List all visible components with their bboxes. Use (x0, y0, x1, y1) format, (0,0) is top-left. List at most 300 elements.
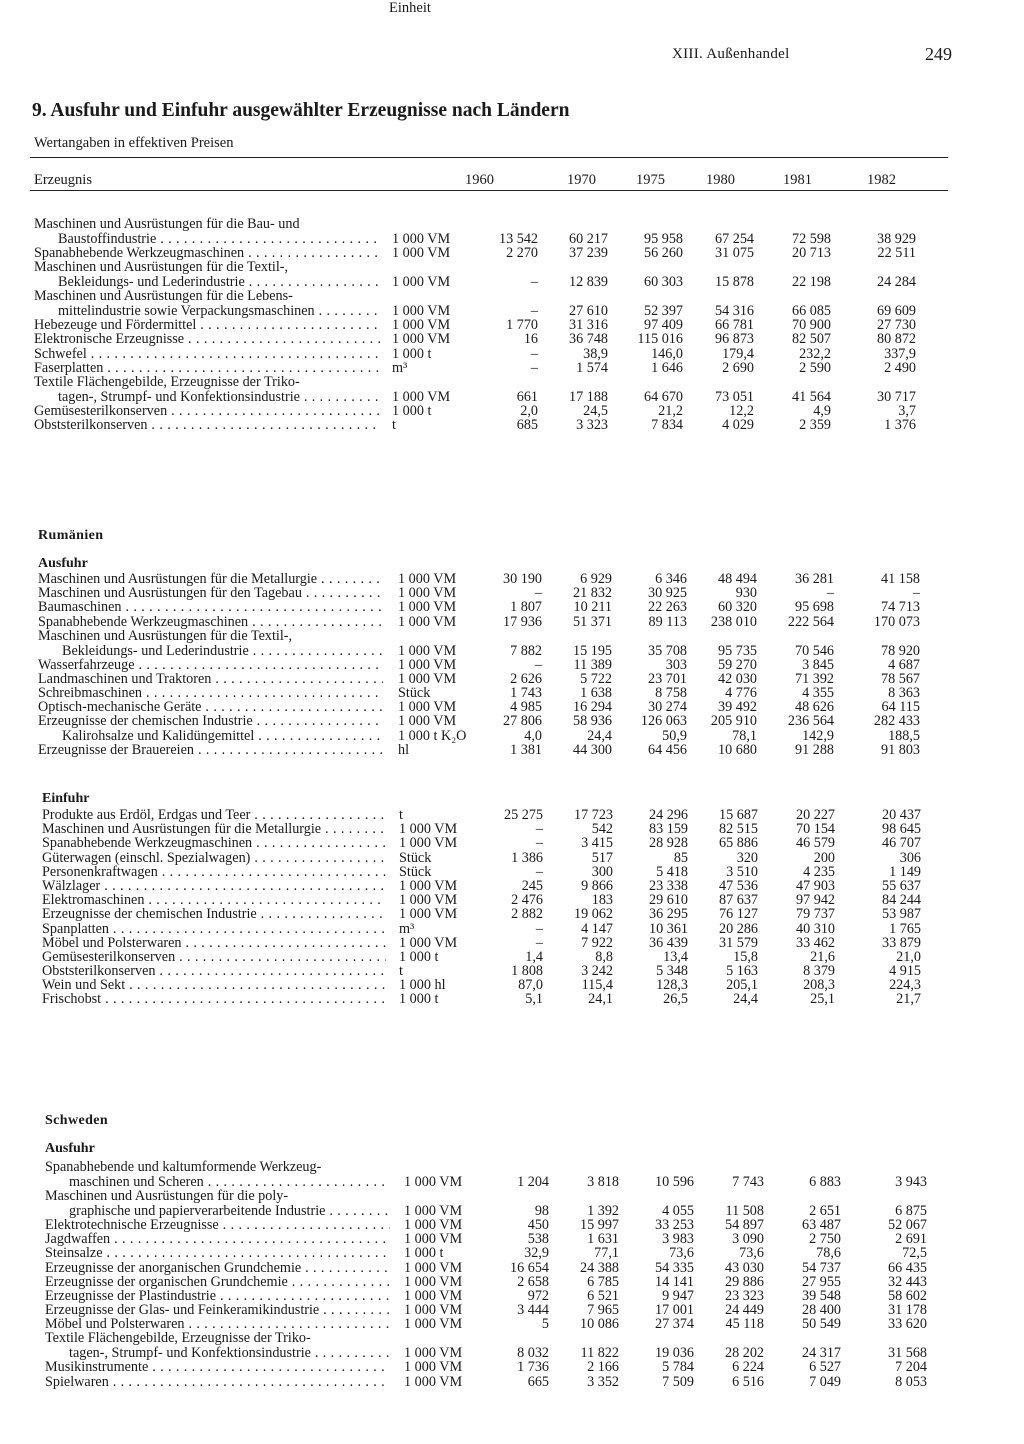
row-label: Elektromaschinen . . . (42, 893, 386, 907)
cell-value: 11 389 (573, 656, 612, 673)
table-row (45, 1331, 933, 1346)
row-label: Maschinen und Ausrüstungen für die Metallurgie . . . (38, 572, 383, 586)
table-row (42, 922, 927, 936)
row-label: Steinsalze . . . (45, 1246, 390, 1260)
cell-value: 72,5 (902, 1245, 927, 1262)
cell-value: 142,9 (802, 727, 834, 744)
cell-value: 91 803 (880, 741, 920, 758)
cell-value: – (535, 863, 543, 880)
cell-value: 46 707 (881, 835, 921, 852)
cell-value: 5 (541, 1316, 549, 1333)
cell-value: 208,3 (803, 977, 835, 994)
cell-value: 33 462 (795, 934, 835, 951)
column-header-year: 1980 (706, 172, 735, 188)
row-unit: 1 000 t (399, 948, 439, 965)
cell-value: 17 723 (573, 807, 613, 823)
table-row (34, 232, 922, 246)
row-unit: 1 000 VM (398, 585, 457, 602)
cell-value: 16 654 (509, 1259, 549, 1276)
section-title: Rumänien (38, 528, 104, 543)
row-unit: 1 000 VM (404, 1345, 463, 1362)
cell-value: 6 785 (587, 1273, 619, 1290)
table-block (45, 1160, 933, 1389)
cell-value: 9 947 (662, 1287, 694, 1304)
row-label: Erzeugnisse der organischen Grundchemie . . . (45, 1275, 390, 1289)
cell-value: 4 055 (662, 1202, 694, 1219)
cell-value: 28 928 (648, 835, 688, 852)
cell-value: 98 645 (881, 821, 921, 838)
table-row (42, 992, 927, 1006)
table-row (45, 1160, 933, 1175)
cell-value: – (535, 920, 543, 937)
cell-value: 6 521 (587, 1287, 619, 1304)
table-row (42, 865, 927, 879)
cell-value: 6 516 (732, 1373, 764, 1390)
cell-value: 15,8 (733, 948, 758, 965)
row-unit: 1 000 VM (392, 331, 451, 348)
cell-value: 3 090 (732, 1231, 764, 1248)
cell-value: 23 701 (647, 670, 687, 687)
row-label: maschinen und Scheren . . . (69, 1175, 390, 1189)
row-unit: 1 000 t (399, 991, 439, 1008)
cell-value: 78,6 (816, 1245, 841, 1262)
cell-value: 48 626 (794, 699, 834, 716)
cell-value: 89 113 (648, 613, 687, 630)
cell-value: 15 687 (718, 807, 758, 823)
cell-value: 25 275 (503, 807, 543, 823)
table-row (34, 260, 922, 275)
table-header-rule (30, 190, 948, 191)
cell-value: 87,0 (518, 977, 543, 994)
cell-value: 1 765 (889, 920, 921, 937)
cell-value: 41 564 (791, 388, 831, 405)
row-label: Erzeugnisse der Glas- und Feinkeramikindustrie . . . (45, 1303, 390, 1317)
cell-value: 2 490 (884, 359, 916, 376)
cell-value: 685 (516, 417, 538, 434)
cell-value: 98 (534, 1202, 549, 1219)
row-label: Textile Flächengebilde, Erzeugnisse der Triko- (34, 374, 300, 390)
cell-value: 5 784 (662, 1359, 694, 1376)
cell-value: 2,0 (520, 402, 538, 419)
table-row (42, 808, 927, 822)
cell-value: 30 925 (647, 585, 687, 602)
cell-value: 200 (813, 849, 835, 866)
cell-value: 22 198 (791, 273, 831, 290)
row-unit: 1 000 t (404, 1245, 444, 1262)
cell-value: 4 355 (802, 685, 834, 702)
cell-value: 661 (516, 388, 538, 405)
running-head: XIII. Außenhandel (672, 46, 790, 62)
cell-value: 35 708 (647, 642, 687, 659)
cell-value: 64 115 (881, 699, 920, 716)
table-row (42, 879, 927, 893)
cell-value: 2 690 (722, 359, 754, 376)
cell-value: 43 030 (724, 1259, 764, 1276)
cell-value: 52 397 (643, 302, 683, 319)
row-label: Bekleidungs- und Lederindustrie . . . (62, 644, 383, 658)
cell-value: 73,6 (739, 1245, 764, 1262)
cell-value: 4,0 (524, 727, 542, 744)
row-unit: 1 000 VM (392, 273, 451, 290)
cell-value: 24 449 (724, 1302, 764, 1319)
cell-value: – (535, 821, 543, 838)
table-row (34, 375, 922, 390)
table-row (38, 586, 926, 600)
row-unit: 1 000 VM (404, 1202, 463, 1219)
row-unit: 1 000 VM (399, 877, 458, 894)
row-unit: 1 000 VM (404, 1216, 463, 1233)
cell-value: 1 376 (884, 417, 916, 434)
cell-value: 29 610 (648, 892, 688, 909)
column-header-product: Erzeugnis (34, 172, 92, 188)
row-label: tagen-, Strumpf- und Konfektionsindustrie . . . (58, 390, 380, 404)
column-header-year: 1975 (636, 172, 665, 188)
row-unit: 1 000 VM (392, 302, 451, 319)
table-row (42, 907, 927, 921)
cell-value: 54 737 (801, 1259, 841, 1276)
row-label: Spielwaren . . . (45, 1375, 390, 1389)
cell-value: 24 296 (648, 807, 688, 823)
table-row (45, 1360, 933, 1374)
cell-value: 50,9 (662, 727, 687, 744)
cell-value: 13,4 (663, 948, 688, 965)
cell-value: 306 (899, 849, 921, 866)
cell-value: 58 936 (572, 713, 612, 730)
cell-value: 27 806 (502, 713, 542, 730)
cell-value: 33 253 (654, 1216, 694, 1233)
cell-value: 282 433 (873, 713, 920, 730)
row-unit: 1 000 VM (398, 642, 457, 659)
cell-value: 19 036 (654, 1345, 694, 1362)
cell-value: 70 900 (791, 317, 831, 334)
cell-value: 1 646 (651, 359, 683, 376)
cell-value: 115 016 (637, 331, 683, 348)
cell-value: 78 567 (880, 670, 920, 687)
cell-value: 28 202 (724, 1345, 764, 1362)
cell-value: 1 770 (506, 317, 538, 334)
cell-value: 7 743 (732, 1173, 764, 1190)
cell-value: 222 564 (787, 613, 834, 630)
cell-value: 20 227 (795, 807, 835, 823)
cell-value: 1 381 (510, 741, 542, 758)
cell-value: 31 568 (887, 1345, 927, 1362)
cell-value: 31 075 (714, 244, 754, 261)
table-row (45, 1375, 933, 1389)
row-unit: m³ (392, 359, 408, 376)
cell-value: 1 808 (511, 963, 543, 980)
cell-value: – (826, 585, 834, 602)
row-unit: 1 000 t K₂O (398, 727, 467, 744)
cell-value: 30 190 (502, 571, 542, 587)
cell-value: 31 579 (718, 934, 758, 951)
cell-value: 2 626 (510, 670, 542, 687)
cell-value: 82 515 (718, 821, 758, 838)
table-top-rule (30, 157, 948, 158)
cell-value: 25,1 (810, 991, 835, 1008)
row-label: Produkte aus Erdöl, Erdgas und Teer . . . (42, 808, 386, 822)
row-unit: 1 000 VM (398, 613, 457, 630)
cell-value: 337,9 (884, 345, 916, 362)
row-label: Wein und Sekt . . . (42, 978, 386, 992)
cell-value: 31 178 (887, 1302, 927, 1319)
row-label: Frischobst . . . (42, 992, 386, 1006)
row-unit: Stück (398, 685, 431, 702)
cell-value: 5 348 (656, 963, 688, 980)
row-label: Wasserfahrzeuge . . . (38, 658, 383, 672)
cell-value: 10 211 (573, 599, 612, 616)
cell-value: 48 494 (717, 571, 757, 587)
cell-value: 53 987 (881, 906, 921, 923)
table-row (38, 743, 926, 757)
cell-value: 6 883 (809, 1173, 841, 1190)
table-row (42, 950, 927, 964)
cell-value: 28 400 (801, 1302, 841, 1319)
cell-value: 7 965 (587, 1302, 619, 1319)
cell-value: – (530, 345, 538, 362)
row-unit: 1 000 VM (399, 934, 458, 951)
cell-value: 45 118 (725, 1316, 764, 1333)
cell-value: 115,4 (581, 977, 613, 994)
cell-value: 4 985 (510, 699, 542, 716)
cell-value: 27 730 (876, 317, 916, 334)
row-label: Baustoffindustrie . . . (58, 232, 380, 246)
cell-value: 179,4 (722, 345, 754, 362)
cell-value: 2 750 (809, 1231, 841, 1248)
row-label: Spanabhebende und kaltumformende Werkzeug- (45, 1160, 322, 1175)
table-row (34, 418, 922, 432)
row-unit: Stück (399, 849, 432, 866)
row-unit: 1 000 VM (398, 699, 457, 716)
cell-value: 4 235 (803, 863, 835, 880)
cell-value: 3 323 (576, 417, 608, 434)
cell-value: 77,1 (594, 1245, 619, 1262)
table-row (45, 1303, 933, 1317)
cell-value: 19 062 (573, 906, 613, 923)
cell-value: 930 (735, 585, 757, 602)
table-row (38, 729, 926, 743)
cell-value: 4 029 (722, 417, 754, 434)
cell-value: 7 922 (581, 934, 613, 951)
row-unit: t (399, 963, 403, 980)
cell-value: 2 658 (517, 1273, 549, 1290)
table-row (38, 615, 926, 629)
cell-value: 10 680 (717, 741, 757, 758)
cell-value: 15 195 (572, 642, 612, 659)
cell-value: 1 392 (587, 1202, 619, 1219)
row-label: Maschinen und Ausrüstungen für die Lebens- (34, 289, 293, 304)
row-label: Maschinen und Ausrüstungen für die Bau- und (34, 217, 300, 232)
cell-value: 2 651 (809, 1202, 841, 1219)
cell-value: 84 244 (881, 892, 921, 909)
cell-value: 64 456 (647, 741, 687, 758)
row-label: Erzeugnisse der anorganischen Grundchemie . . . (45, 1261, 390, 1275)
row-label: Gemüsesterilkonserven . . . (34, 404, 380, 418)
table-row (34, 304, 922, 318)
table-row (45, 1218, 933, 1232)
cell-value: 80 872 (876, 331, 916, 348)
cell-value: – (534, 656, 542, 673)
cell-value: 52 067 (887, 1216, 927, 1233)
row-unit: 1 000 VM (404, 1359, 463, 1376)
cell-value: 6 929 (580, 571, 612, 587)
cell-value: 24,5 (583, 402, 608, 419)
cell-value: 8 379 (803, 963, 835, 980)
cell-value: 24 317 (801, 1345, 841, 1362)
cell-value: 12 839 (568, 273, 608, 290)
cell-value: 11 508 (725, 1202, 764, 1219)
cell-value: 73 051 (714, 388, 754, 405)
cell-value: 3 415 (581, 835, 613, 852)
table-row (38, 644, 926, 658)
cell-value: 36 748 (568, 331, 608, 348)
table-title: 9. Ausfuhr und Einfuhr ausgewählter Erzeugnisse nach Ländern (32, 100, 570, 121)
cell-value: 21,0 (896, 948, 921, 965)
row-label: Erzeugnisse der chemischen Industrie . . . (42, 907, 386, 921)
row-unit: t (392, 417, 396, 434)
cell-value: 5 163 (726, 963, 758, 980)
cell-value: 41 158 (880, 571, 920, 587)
row-label: Möbel und Polsterwaren . . . (45, 1317, 390, 1331)
cell-value: 170 073 (873, 613, 920, 630)
cell-value: 66 781 (714, 317, 754, 334)
cell-value: 95 958 (643, 230, 683, 247)
cell-value: 91 288 (794, 741, 834, 758)
cell-value: 51 371 (572, 613, 612, 630)
cell-value: 21,7 (896, 991, 921, 1008)
cell-value: 205 910 (710, 713, 757, 730)
row-unit: m³ (399, 920, 415, 937)
cell-value: 20 437 (881, 807, 921, 823)
cell-value: 16 294 (572, 699, 612, 716)
cell-value: 1 149 (889, 863, 921, 880)
cell-value: 8 758 (655, 685, 687, 702)
cell-value: 22 263 (647, 599, 687, 616)
cell-value: 4 776 (725, 685, 757, 702)
table-row (34, 246, 922, 260)
cell-value: 85 (673, 849, 688, 866)
cell-value: 24 284 (876, 273, 916, 290)
row-unit: 1 000 hl (399, 977, 446, 994)
table-subtitle: Wertangaben in effektiven Preisen (34, 135, 234, 151)
cell-value: 20 286 (718, 920, 758, 937)
cell-value: 13 542 (498, 230, 538, 247)
cell-value: 245 (521, 877, 543, 894)
cell-value: 2 691 (895, 1231, 927, 1248)
cell-value: 27 610 (568, 302, 608, 319)
row-unit: 1 000 VM (398, 713, 457, 730)
cell-value: 21 832 (572, 585, 612, 602)
cell-value: 38,9 (583, 345, 608, 362)
row-label: Baumaschinen . . . (38, 600, 383, 614)
row-label: Erzeugnisse der Brauereien . . . (38, 743, 383, 757)
row-unit: 1 000 t (392, 402, 432, 419)
cell-value: – (535, 835, 543, 852)
cell-value: 146,0 (651, 345, 683, 362)
row-label: Güterwagen (einschl. Spezialwagen) . . . (42, 851, 386, 865)
cell-value: 183 (591, 892, 613, 909)
column-header-year: 1982 (867, 172, 896, 188)
row-unit: 1 000 VM (404, 1316, 463, 1333)
cell-value: 32,9 (524, 1245, 549, 1262)
cell-value: – (530, 273, 538, 290)
cell-value: 78 920 (880, 642, 920, 659)
cell-value: 17 188 (568, 388, 608, 405)
cell-value: 54 335 (654, 1259, 694, 1276)
cell-value: 2 359 (799, 417, 831, 434)
row-unit: 1 000 VM (392, 244, 451, 261)
table-block (38, 572, 926, 757)
cell-value: 10 596 (654, 1173, 694, 1190)
table-row (45, 1346, 933, 1360)
row-unit: 1 000 VM (404, 1273, 463, 1290)
cell-value: 37 239 (568, 244, 608, 261)
cell-value: 450 (527, 1216, 549, 1233)
cell-value: – (912, 585, 920, 602)
cell-value: 63 487 (801, 1216, 841, 1233)
table-row (34, 390, 922, 404)
cell-value: 32 443 (887, 1273, 927, 1290)
table-row (42, 964, 927, 978)
cell-value: 70 546 (794, 642, 834, 659)
table-row (38, 714, 926, 728)
row-label: Obststerilkonserven . . . (42, 964, 386, 978)
cell-value: 8,8 (595, 948, 613, 965)
cell-value: 8 053 (895, 1373, 927, 1390)
table-row (42, 936, 927, 950)
cell-value: 95 735 (717, 642, 757, 659)
cell-value: 14 141 (654, 1273, 694, 1290)
table-row (34, 318, 922, 332)
table-block (42, 808, 927, 1007)
cell-value: 20 713 (791, 244, 831, 261)
cell-value: 1 574 (576, 359, 608, 376)
table-row (38, 629, 926, 644)
cell-value: 69 609 (876, 302, 916, 319)
cell-value: 1 204 (517, 1173, 549, 1190)
cell-value: 40 310 (795, 920, 835, 937)
page-number: 249 (925, 44, 952, 64)
cell-value: 76 127 (718, 906, 758, 923)
cell-value: 6 527 (809, 1359, 841, 1376)
cell-value: 2 590 (799, 359, 831, 376)
cell-value: 79 737 (795, 906, 835, 923)
cell-value: 2 166 (587, 1359, 619, 1376)
row-label: Möbel und Polsterwaren . . . (42, 936, 386, 950)
column-header-year: 1960 (465, 172, 494, 188)
row-label: Wälzlager . . . (42, 879, 386, 893)
row-label: Hebezeuge und Fördermittel . . . (34, 318, 380, 332)
cell-value: 60 303 (643, 273, 683, 290)
cell-value: 3 983 (662, 1231, 694, 1248)
cell-value: 23 338 (648, 877, 688, 894)
cell-value: 31 316 (568, 317, 608, 334)
row-unit: t (399, 807, 403, 823)
cell-value: 12,2 (729, 402, 754, 419)
cell-value: 97 942 (795, 892, 835, 909)
cell-value: 11 822 (580, 1345, 619, 1362)
cell-value: 21,6 (810, 948, 835, 965)
cell-value: 47 903 (795, 877, 835, 894)
cell-value: 1 638 (580, 685, 612, 702)
column-header-unit: Einheit (389, 0, 431, 16)
row-unit: 1 000 t (392, 345, 432, 362)
row-label: Optisch-mechanische Geräte . . . (38, 700, 383, 714)
section-title: Schweden (45, 1113, 109, 1128)
row-unit: 1 000 VM (398, 656, 457, 673)
cell-value: 72 598 (791, 230, 831, 247)
row-label: tagen-, Strumpf- und Konfektionsindustrie . . . (69, 1346, 390, 1360)
cell-value: 21,2 (658, 402, 683, 419)
